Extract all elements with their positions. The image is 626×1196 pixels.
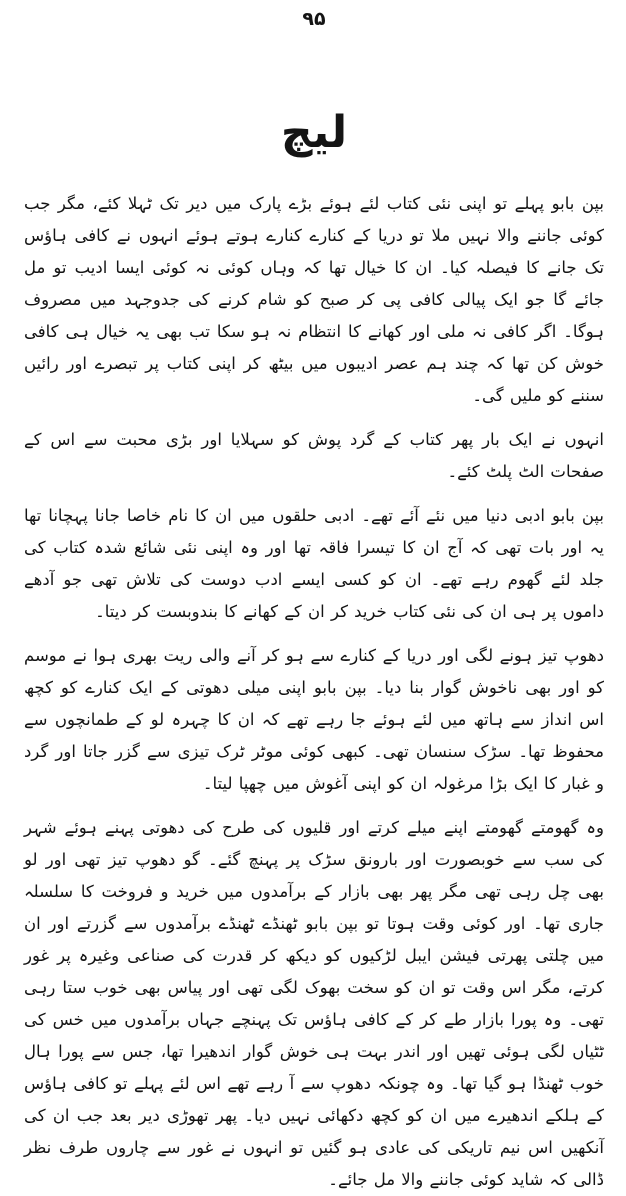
paragraph-2: انہوں نے ایک بار پھر کتاب کے گرد پوش کو سہلایا اور بڑی محبت سے اس کے صفحات الٹ پلٹ کئے۔ [24, 430, 604, 481]
paragraph-3: بپن بابو ادبی دنیا میں نئے آئے تھے۔ ادبی حلقوں میں ان کا نام خاصا جانا پہچانا تھا یہ اور بات تھی کہ آج ان کا تیسرا فاقہ تھا اور وہ اپنی نئی شائع شدہ کتاب کی جلد لئے گھوم رہے تھے۔ ان کو کسی ایسے ادب دوست کی تلاش تھی جو آدھے داموں پر ہی ان کی نئی کتاب خرید کر ان کے کھانے کا بندوبست کر دیتا۔ [24, 506, 604, 621]
paragraph-5: وہ گھومتے گھومتے اپنے میلے کرتے اور قلیوں کی طرح کی دھوتی پہنے ہوئے شہر کی سب سے خوبصورت اور بارونق سڑک پر پہنچ گئے۔ گو دھوپ تیز تھی اور لو بھی چل رہی تھی مگر پھر بھی بازار کے برآمدوں میں خرید و فروخت کا سلسلہ جاری تھا۔ اور کوئی وقت ہوتا تو بپن بابو ٹھنڈے ٹھنڈے برآمدوں سے گزرتے اور ان میں چلتی پھرتی فیشن ایبل لڑکیوں کو دیکھ کر قدرت کی صناعی وغیرہ پر غور کرتے، مگر اس وقت تو ان کو سخت بھوک لگی تھی اور پیاس بھی خوب ستا رہی تھی۔ وہ پورا بازار طے کر کے کافی ہاؤس تک پہنچے جہاں برآمدوں میں خس کی ٹٹیاں لگی ہوئی تھیں اور اندر بہت ہی خوش گوار اندھیرا تھا، جس سے پورا ہال خوب ٹھنڈا ہو گیا تھا۔ وہ چونکہ دھوپ سے آ رہے تھے اس لئے پہلے تو کافی ہاؤس کے ہلکے اندھیرے میں ان کو کچھ دکھائی نہیں دیا۔ پھر تھوڑی دیر بعد جب ان کی آنکھیں اس نیم تاریکی کی عادی ہو گئیں تو انہوں نے غور سے چاروں طرف نظر ڈالی کہ شاید کوئی جاننے والا مل جائے۔ [24, 818, 604, 1189]
paragraph-1: بپن بابو پہلے تو اپنی نئی کتاب لئے ہوئے بڑے پارک میں دیر تک ٹہلا کئے، مگر جب کوئی جاننے والا نہیں ملا تو دریا کے کنارے کنارے ہوتے ہوئے انہوں نے کافی ہاؤس تک جانے کا فیصلہ کیا۔ ان کا خیال تھا کہ وہاں کوئی نہ کوئی ایسا ادیب تو مل جائے گا جو ایک پیالی کافی پی کر صبح کو شام کرنے کی جدوجہد میں مصروف ہوگا۔ اگر کافی نہ ملی اور کھانے کا انتظام نہ ہو سکا تب بھی یہ خیال ہی کافی خوش کن تھا کہ چند ہم عصر ادیبوں میں بیٹھ کر اپنی کتاب پر تبصرے اور رائیں سننے کو ملیں گی۔ [24, 194, 604, 405]
body-text [24, 188, 604, 1196]
paragraph-4: دھوپ تیز ہونے لگی اور دریا کے کنارے سے ہو کر آنے والی ریت بھری ہوا نے موسم کو اور بھی ناخوش گوار بنا دیا۔ بپن بابو اپنی میلی دھوتی کے ایک کنارے کو کچھ اس انداز سے ہاتھ میں لئے ہوئے جا رہے تھے کہ ان کا چہرہ لو کے طمانچوں سے محفوظ تھا۔ سڑک سنسان تھی۔ کبھی کوئی موٹر ٹرک تیزی سے گزر جاتا اور گرد و غبار کا ایک بڑا مرغولہ ان کو اپنی آغوش میں چھپا لیتا۔ [24, 646, 604, 793]
chapter-title: لیچ [280, 107, 348, 158]
page-number: ۹۵ [302, 8, 326, 30]
